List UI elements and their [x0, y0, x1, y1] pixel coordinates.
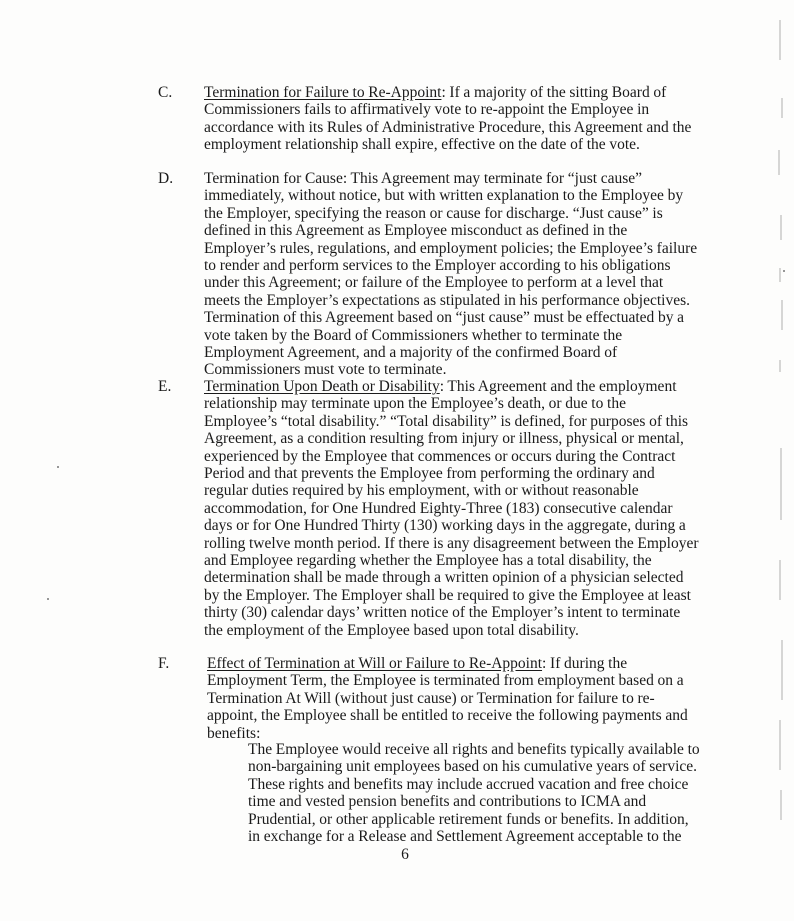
- section-text: : This Agreement and the employment relationship may terminate upon the Employee’s death, or due to the Employee’s “total disability.” “Total disability” is defined, for purposes of this Agreement, as a condition resulting from injury or illness, physical or mental, experienced by the Employee that commences or occurs during the Contract Period and that prevents the Employee from performing the ordinary and regular duties required by his employment, with or without reasonable accommodation, for One Hundred Eighty-Three (183) consecutive calendar days or for One Hundred Thirty (130) working days in the aggregate, during a rolling twelve month period. If there is any disagreement between the Employer and Employee regarding whether the Employee has a total disability, the determination shall be made through a written opinion of a physician selected by the Employer. The Employer shall be required to give the Employee at least thirty (30) calendar days’ written notice of the Employer’s intent to terminate the employment of the Employee based upon total disability.: [204, 378, 699, 639]
- section-letter: D.: [158, 170, 174, 187]
- section-body: [204, 170, 702, 379]
- section-body: [207, 655, 705, 742]
- section-body: [204, 84, 702, 154]
- section-heading: Termination for Failure to Re-Appoint: [204, 84, 442, 101]
- section-heading: Effect of Termination at Will or Failure to Re-Appoint: [207, 655, 543, 672]
- scan-speck: [57, 466, 59, 468]
- section-text: : This Agreement may terminate for “just cause” immediately, without notice, but with written explanation to the Employee by the Employer, specifying the reason or cause for discharge. “Just cause” is defined in this Agreement as Employee misconduct as defined in the Employer’s rules, regulations, and employment policies; the Employee’s failure to render and perform services to the Employer according to his obligations under this Agreement; or failure of the Employee to perform at a level that meets the Employer’s expectations as stipulated in his performance objectives. Termination of this Agreement based on “just cause” must be effectuated by a vote taken by the Board of Commissioners whether to terminate the Employment Agreement, and a majority of the confirmed Board of Commissioners must vote to terminate.: [204, 170, 698, 379]
- section-letter: C.: [158, 84, 173, 101]
- section-letter: F.: [158, 655, 170, 672]
- sub-paragraph: The Employee would receive all rights and benefits typically available to non-bargaining unit employees based on his cumulative years of service. These rights and benefits may include accrued vacation and free choice time and vested pension benefits and contributions to ICMA and Prudential, or other applicable retirement funds or benefits. In addition, in exchange for a Release and Settlement Agreement acceptable to the: [248, 741, 700, 846]
- page-number: 6: [401, 846, 409, 863]
- scan-speck: [47, 598, 49, 600]
- scan-speck: [783, 270, 785, 272]
- section-heading: Termination for Cause: [204, 170, 343, 187]
- section-text: : If during the Employment Term, the Employee is terminated from employment based on a Termination At Will (without just cause) or Termination for failure to re-appoint, the Employee shall be entitled to receive the following payments and benefits:: [207, 655, 688, 742]
- section-heading: Termination Upon Death or Disability: [204, 378, 440, 395]
- section-text: : If a majority of the sitting Board of Commissioners fails to affirmatively vote to re-appoint the Employee in accordance with its Rules of Administrative Procedure, this Agreement and the employment relationship shall expire, effective on the date of the vote.: [204, 84, 692, 154]
- scan-edge-marks: [776, 0, 788, 921]
- section-letter: E.: [158, 378, 172, 395]
- section-body: [204, 378, 702, 639]
